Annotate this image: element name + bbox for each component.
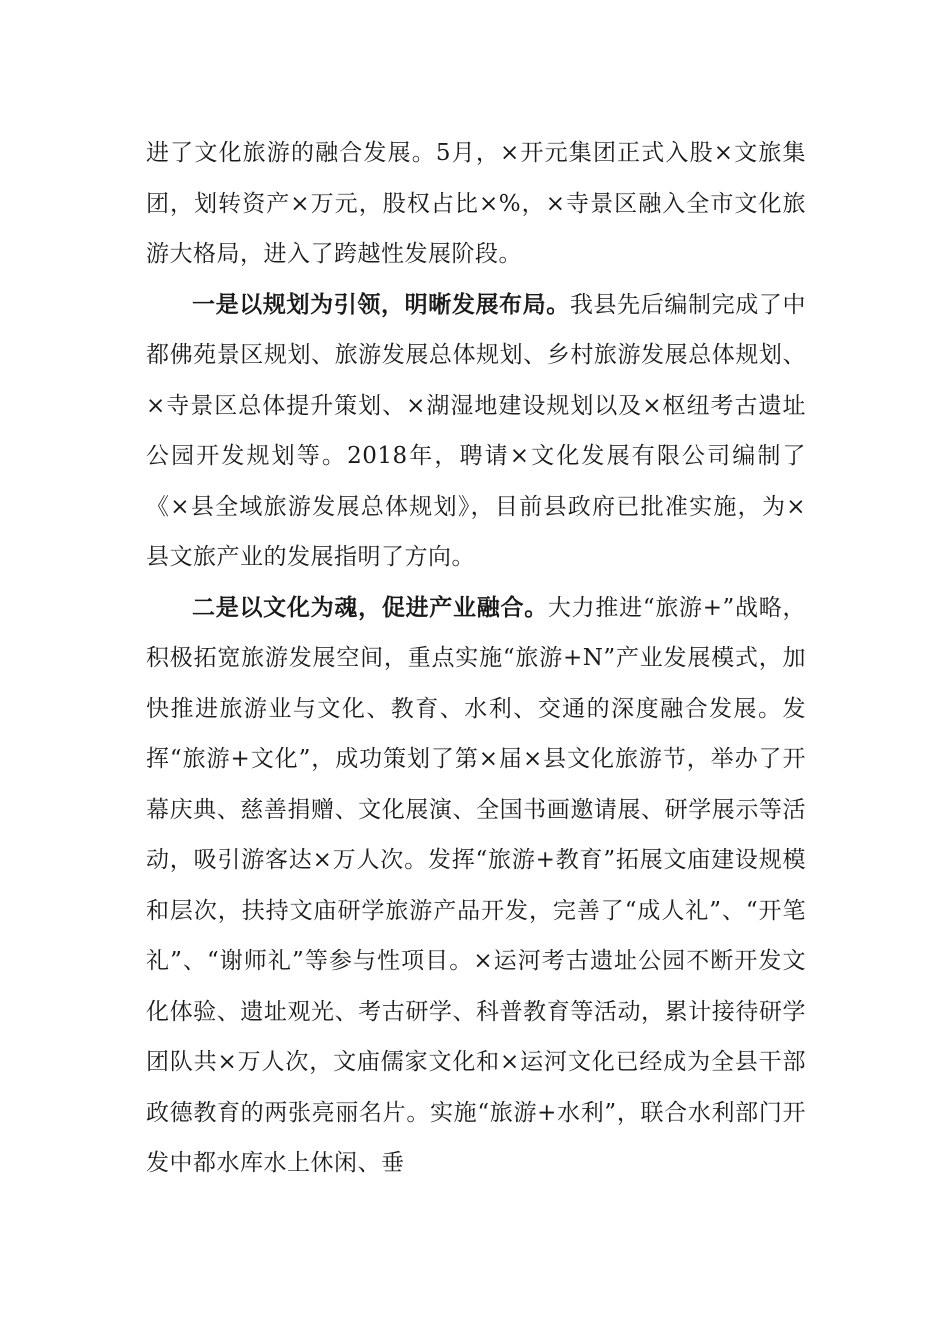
paragraph-continuation bbox=[146, 128, 806, 280]
paragraph-text: 进了文化旅游的融合发展。5月，×开元集团正式入股×文旅集团，划转资产×万元，股权占比×%，×寺景区融入全市文化旅游大格局，进入了跨越性发展阶段。 bbox=[146, 140, 806, 267]
paragraph-text: 我县先后编制完成了中都佛苑景区规划、旅游发展总体规划、乡村旅游发展总体规划、×寺景区总体提升策划、×湖湿地建设规划以及×枢纽考古遗址公园开发规划等。2018年，聘请×文化发展有限公司编制了《×县全域旅游发展总体规划》，目前县政府已批准实施，为×县文旅产业的发展指明了方向。 bbox=[146, 291, 807, 570]
paragraph-lead-heading: 一是以规划为引领，明晰发展布局。 bbox=[192, 290, 570, 318]
document-body bbox=[146, 128, 806, 1189]
paragraph-planning bbox=[146, 280, 806, 583]
paragraph-culture-integration bbox=[146, 583, 806, 1189]
paragraph-lead-heading: 二是以文化为魂，促进产业融合。 bbox=[192, 593, 548, 621]
paragraph-text: 大力推进“旅游+”战略，积极拓宽旅游发展空间，重点实施“旅游+N”产业发展模式，加快推进旅游业与文化、教育、水利、交通的深度融合发展。发挥“旅游+文化”，成功策划了第×届×县文化旅游节，举办了开幕庆典、慈善捐赠、文化展演、全国书画邀请展、研学展示等活动，吸引游客达×万人次。发挥“旅游+教育”拓展文庙建设规模和层次，扶持文庙研学旅游产品开发，完善了“成人礼”、“开笔礼”、“谢师礼”等参与性项目。×运河考古遗址公园不断开发文化体验、遗址观光、考古研学、科普教育等活动，累计接待研学团队共×万人次，文庙儒家文化和×运河文化已经成为全县干部政德教育的两张亮丽名片。实施“旅游+水利”，联合水利部门开发中都水库水上休闲、垂 bbox=[146, 594, 806, 1176]
